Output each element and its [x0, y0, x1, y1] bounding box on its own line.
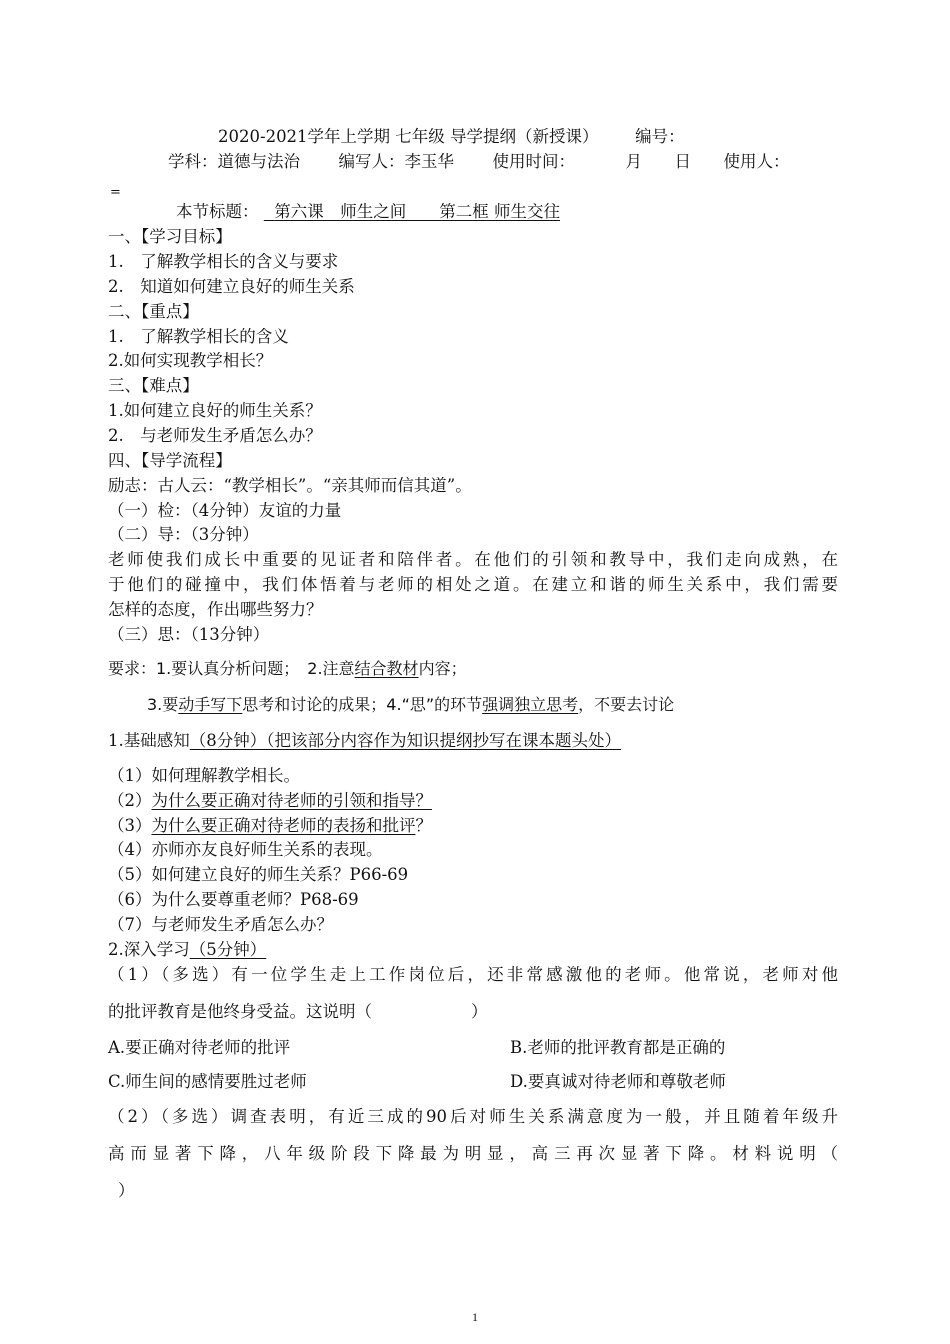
- requirements-text: 要求：1.要认真分析问题； 2.注意: [108, 659, 355, 678]
- basic-question: （4）亦师亦友良好师生关系的表现。: [108, 840, 383, 859]
- basic-question: （6）为什么要尊重老师？P68-69: [108, 890, 359, 909]
- deep-question-2-line: ）: [118, 1181, 135, 1200]
- question-number: （2）: [108, 791, 152, 810]
- page-number: 1: [472, 1310, 478, 1324]
- key-point-item: 1. 了解教学相长的含义: [108, 327, 289, 346]
- requirements-text: ，不要去讨论: [578, 695, 675, 714]
- think-line: （三）思：（13分钟）: [108, 625, 270, 644]
- goal-item: 1. 了解教学相长的含义与要求: [108, 252, 339, 271]
- question-number: （3）: [108, 816, 152, 835]
- deep-question-1-line: （1）（多选）有一位学生走上工作岗位后，还非常感激他的老师。他常说，老师对他: [108, 965, 838, 984]
- basic-question: [108, 815, 432, 837]
- header-use-time: 使用时间：: [492, 152, 575, 171]
- header-month: 月: [625, 152, 642, 171]
- requirements-line-2: [147, 694, 674, 716]
- requirements-text: 内容；: [418, 659, 467, 678]
- goal-item: 2. 知道如何建立良好的师生关系: [108, 277, 355, 296]
- deep-question-2-line: 高而显著下降，八年级阶段下降最为明显，高三再次显著下降。材料说明（: [108, 1144, 838, 1163]
- guide-paragraph-line: 怎样的态度，作出哪些努力？: [108, 600, 323, 619]
- basic-question: [108, 790, 432, 812]
- basic-question: （1）如何理解教学相长。: [108, 766, 300, 785]
- deep-heading: [108, 939, 266, 961]
- difficulty-item: 1.如何建立良好的师生关系？: [108, 401, 322, 420]
- lesson-title-text: 第六课 师生之间 第二框 师生交往: [274, 202, 560, 221]
- question-text: 为什么要正确对待老师的表扬和批评: [151, 816, 416, 835]
- option-a: A.要正确对待老师的批评: [108, 1038, 291, 1057]
- difficulty-item: 2. 与老师发生矛盾怎么办？: [108, 426, 322, 445]
- option-b: B.老师的批评教育都是正确的: [510, 1038, 726, 1057]
- basic-heading: [108, 730, 621, 752]
- emphasis-text: 动手写下: [178, 695, 243, 714]
- basic-question: （5）如何建立良好的师生关系？P66-69: [108, 865, 409, 884]
- deep-question-1-line: 的批评教育是他终身受益。这说明（ ）: [108, 1002, 488, 1021]
- emphasis-text: 结合教材: [354, 659, 419, 678]
- question-end: ？: [415, 816, 432, 835]
- key-points-heading: 二、【重点】: [108, 302, 199, 321]
- goals-heading: 一、【学习目标】: [108, 227, 232, 246]
- process-heading: 四、【导学流程】: [108, 451, 232, 470]
- lesson-title-line: [176, 201, 560, 223]
- header-day: 日: [674, 152, 691, 171]
- basic-heading-note: （8分钟）（把该部分内容作为知识提纲抄写在课本题头处）: [189, 731, 621, 750]
- header-title: 2020-2021学年上学期 七年级 导学提纲（新授课）: [218, 127, 599, 146]
- basic-question: （7）与老师发生矛盾怎么办？: [108, 915, 333, 934]
- document-header-meta: [168, 151, 790, 173]
- requirements-text: 思考和讨论的成果；4.“思”的环节: [242, 695, 483, 714]
- guide-line: （二）导：（3分钟）: [108, 525, 259, 544]
- emphasis-text: 强调独立思考: [482, 695, 579, 714]
- question-text: 为什么要正确对待老师的引领和指导？: [151, 791, 432, 810]
- requirements-text: 3.要: [147, 695, 179, 714]
- header-user: 使用人：: [723, 152, 790, 171]
- check-line: （一）检：（4分钟）友谊的力量: [108, 501, 342, 520]
- lesson-label: 本节标题：: [176, 202, 259, 221]
- key-point-item: 2.如何实现教学相长？: [108, 351, 273, 370]
- lesson-title: [264, 202, 560, 221]
- header-subject: 学科：道德与法治: [168, 152, 300, 171]
- header-number-label: 编号：: [635, 127, 685, 146]
- header-editor: 编写人：李玉华: [338, 152, 454, 171]
- header-mark: =: [110, 185, 121, 200]
- document-header-title: [218, 126, 685, 148]
- option-c: C.师生间的感情要胜过老师: [108, 1072, 307, 1091]
- requirements-line-1: [108, 658, 467, 680]
- guide-paragraph-line: 老师使我们成长中重要的见证者和陪伴者。在他们的引领和教导中，我们走向成熟，在: [108, 550, 838, 569]
- motto-line: 励志：古人云：“教学相长”。“亲其师而信其道”。: [108, 476, 472, 495]
- basic-heading-label: 1.基础感知: [108, 731, 190, 750]
- deep-heading-note: （5分钟）: [189, 940, 267, 959]
- difficulties-heading: 三、【难点】: [108, 376, 199, 395]
- deep-question-2-line: （2）（多选）调查表明，有近三成的90后对师生关系满意度为一般，并且随着年级升: [108, 1107, 838, 1126]
- option-d: D.要真诚对待老师和尊敬老师: [510, 1072, 726, 1091]
- guide-paragraph-line: 于他们的碰撞中，我们体悟着与老师的相处之道。在建立和谐的师生关系中，我们需要: [108, 575, 838, 594]
- deep-heading-label: 2.深入学习: [108, 940, 190, 959]
